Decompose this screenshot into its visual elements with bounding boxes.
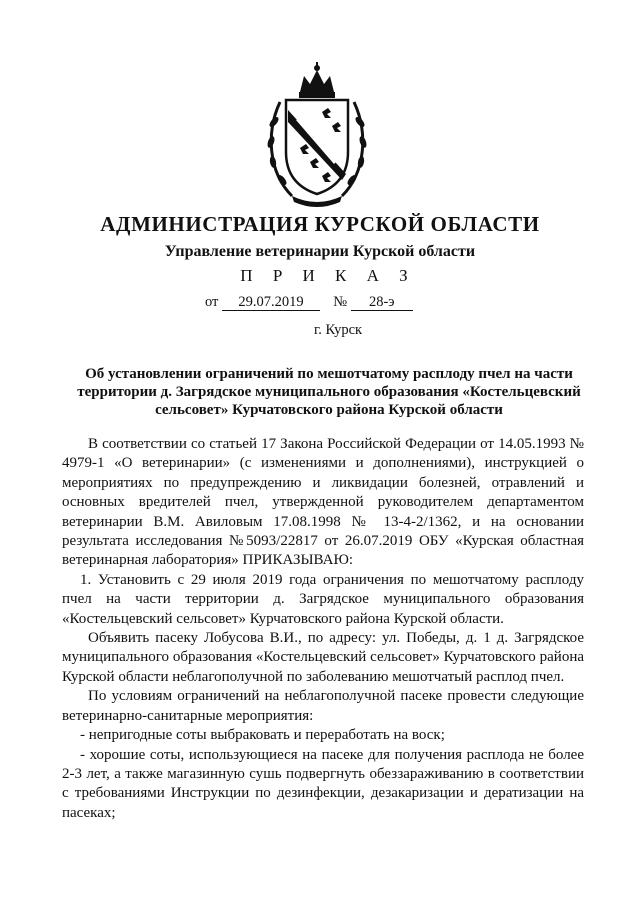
paragraph-item-1: 1. Установить с 29 июля 2019 года ограничения по мешотчатому расплоду пчел на части территории д. Загрядское муниципального образования «Костельцевский сельсовет» Курчатовского района Курской области. [62,571,584,627]
order-body [62,435,584,823]
order-number: 28-э [351,295,413,311]
document-type: П Р И К А З [240,266,416,285]
paragraph-preamble: В соответствии со статьей 17 Закона Российской Федерации от 14.05.1993 № 4979-1 «О ветеринарии» (с изменениями и дополнениями), инструкцией о мероприятиях по предупреждению и ликвидации болезней, отравлений и основных вредителей пчел, утвержденной руководителем департаментом ветеринарии В.М. Авиловым 17.08.1998 № 13-4-2/1362, и на основании результата исследования №5093/22817 от 26.07.2019 ОБУ «Курская областная ветеринарная лаборатория» ПРИКАЗЫВАЮ: [62,436,584,569]
coat-of-arms-icon [262,62,372,208]
city: г. Курск [313,322,363,338]
paragraph-measures-intro: По условиям ограничений на неблагополучной пасеке провести следующие ветеринарно-санитарные мероприятия: [62,688,584,724]
paragraph-declare-apiary: Объявить пасеку Лобусова В.И., по адресу: ул. Победы, д. 1 д. Загрядское муниципального образования «Костельцевский сельсовет» Курчатовского района Курской области неблагополучной по заболеванию мешотчатый расплод пчел. [62,630,584,685]
order-subject: Об установлении ограничений по мешотчатому расплоду пчел на части территории д. Загрядское муниципального образования «Костельцевский сельсовет» Курчатовского района Курской области [77,366,581,418]
order-date: 29.07.2019 [222,295,320,311]
date-prefix: от [205,294,219,310]
paragraph-measure-1: - непригодные соты выбраковать и переработать на воск; [80,727,445,744]
organization-title: АДМИНИСТРАЦИЯ КУРСКОЙ ОБЛАСТИ [100,212,540,236]
paragraph-measure-2: - хорошие соты, использующиеся на пасеке для получения расплода не более 2-3 лет, а также магазинную сушь подвергнуть обеззараживанию в соответствии с требованиями Инструкции по дезинфекции, дезакаризации и дератизации на пасеках; [62,746,584,821]
order-date-number [205,294,413,311]
department-name: Управление ветеринарии Курской области [164,243,476,260]
number-prefix: № [333,294,348,310]
